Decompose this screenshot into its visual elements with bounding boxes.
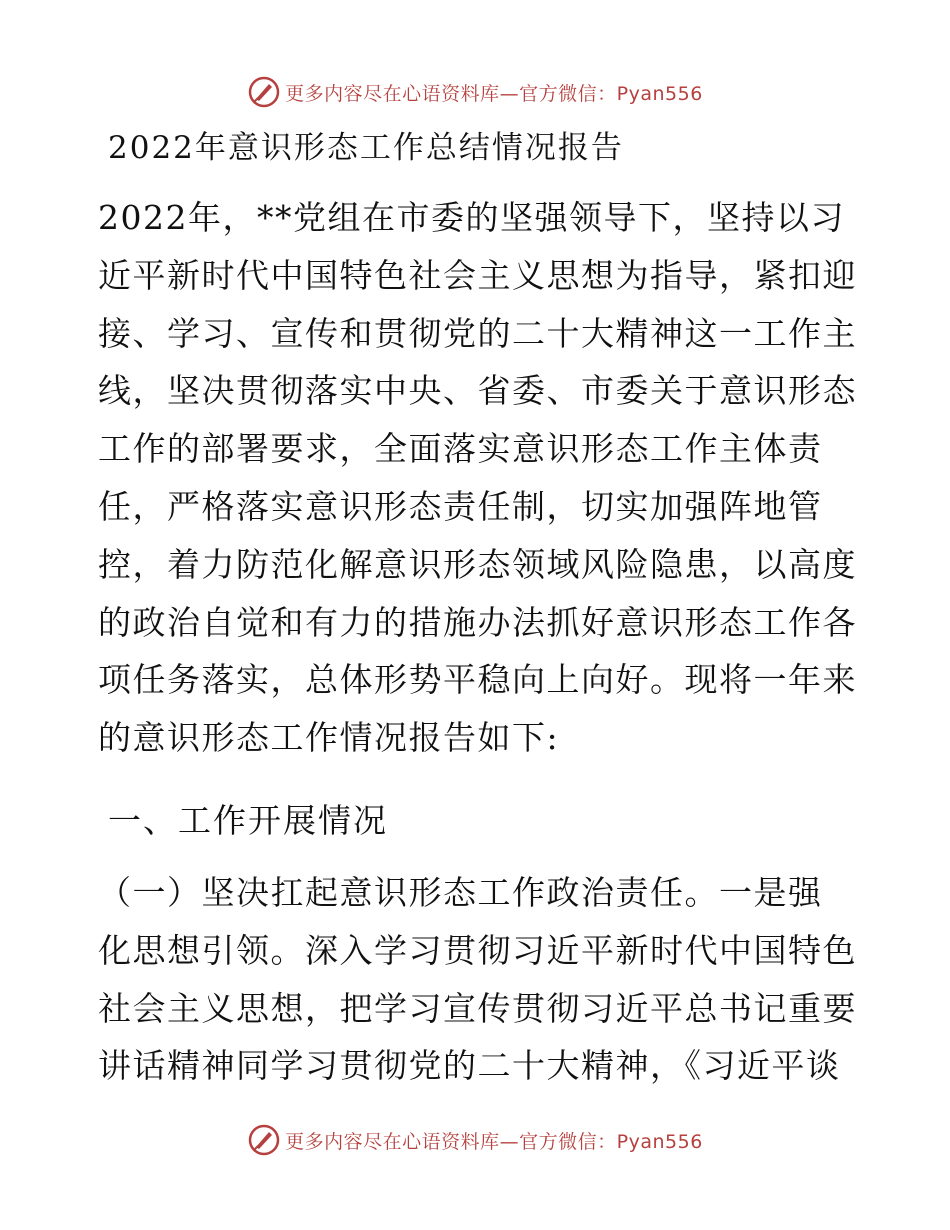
text-line: 化思想引领。深入学习贯彻习近平新时代中国特色 xyxy=(98,930,857,970)
text-line: 社会主义思想，把学习宣传贯彻习近平总书记重要 xyxy=(98,988,857,1028)
quill-circle-icon xyxy=(247,1123,281,1157)
text-line: 近平新时代中国特色社会主义思想为指导，紧扣迎 xyxy=(98,255,857,295)
watermark-banner-bottom xyxy=(0,1120,950,1160)
text-line: 讲话精神同学习贯彻党的二十大精神，《习近平谈 xyxy=(98,1046,841,1086)
watermark-text: 更多内容尽在心语资料库—官方微信：Pyan556 xyxy=(285,82,703,105)
text-line: 的意识形态工作情况报告如下: xyxy=(98,718,560,758)
text-line: （一）坚决扛起意识形态工作政治责任。一是强 xyxy=(98,873,823,912)
text-line: 2022年，**党组在市委的坚强领导下，坚持以习 xyxy=(98,198,845,237)
text-line: 任，严格落实意识形态责任制，切实加强阵地管 xyxy=(98,486,823,526)
text-line: 项任务落实，总体形势平稳向上向好。现将一年来 xyxy=(98,660,857,700)
text-line: 工作的部署要求，全面落实意识形态工作主体责 xyxy=(98,429,823,469)
quill-circle-icon xyxy=(247,75,281,109)
text-line: 控，着力防范化解意识形态领域风险隐患，以高度 xyxy=(98,544,857,584)
watermark-banner-top xyxy=(0,72,950,112)
text-line: 接、学习、宣传和贯彻党的二十大精神这一工作主 xyxy=(98,313,857,353)
text-line: 线，坚决贯彻落实中央、省委、市委关于意识形态 xyxy=(98,371,857,411)
section-paragraph xyxy=(98,864,858,1095)
watermark-text: 更多内容尽在心语资料库—官方微信：Pyan556 xyxy=(285,1130,703,1153)
text-line: 的政治自觉和有力的措施办法抓好意识形态工作各 xyxy=(98,602,857,642)
document-title: 2022年意识形态工作总结情况报告 xyxy=(108,130,624,166)
intro-paragraph xyxy=(98,189,858,767)
section-heading: 一、工作开展情况 xyxy=(108,801,388,840)
